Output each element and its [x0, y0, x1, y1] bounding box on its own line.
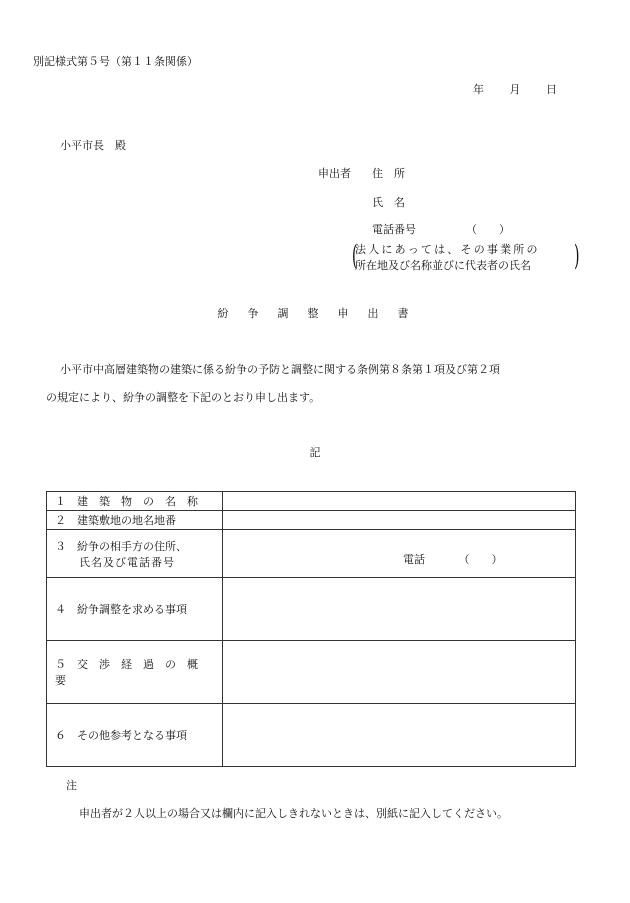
row-phone-label: 電話 [403, 553, 425, 566]
corporate-note-line1: 法人にあっては、その事業所の [355, 243, 540, 256]
row-label: ５ 交 渉 経 過 の 概 要 [47, 641, 223, 704]
date-year: 年 [473, 83, 484, 96]
details-table [46, 491, 576, 767]
table-row [47, 641, 576, 704]
row-value-field[interactable] [223, 530, 576, 578]
note-body: 申出者が２人以上の場合又は欄内に記入しきれないときは、別紙に記入してください。 [79, 807, 508, 820]
row-value-field[interactable] [223, 511, 576, 530]
ki-heading: 記 [309, 446, 321, 459]
row-label-line2: 氏名及び電話番号 [55, 555, 175, 569]
applicant-label: 申出者 [318, 167, 351, 180]
body-text-line1: 小平市中高層建築物の建築に係る紛争の予防と調整に関する条例第８条第１項及び第２項 [60, 363, 500, 376]
phone-parens: （ ） [466, 223, 510, 236]
addressee: 小平市長 殿 [60, 139, 126, 152]
row-label: ６ その他参考となる事項 [47, 704, 223, 767]
corporate-note-right-brace: ) [574, 239, 580, 272]
table-row [47, 492, 576, 511]
table-row [47, 578, 576, 641]
corporate-note-line2: 所在地及び名称並びに代表者の氏名 [355, 259, 531, 272]
address-label: 住 所 [372, 167, 405, 180]
form-number: 別記様式第５号（第１１条関係） [33, 55, 198, 68]
body-text-line2: の規定により、紛争の調整を下記のとおり申し出ます。 [46, 391, 321, 404]
document-title: 紛 争 調 整 申 出 書 [217, 307, 413, 320]
row-value-field[interactable] [223, 578, 576, 641]
name-label: 氏 名 [372, 196, 405, 209]
row-label: ２ 建築敷地の地名地番 [47, 511, 223, 530]
date-day: 日 [546, 83, 557, 96]
table-row [47, 511, 576, 530]
note-label: 注 [66, 779, 77, 792]
row-value-field[interactable] [223, 641, 576, 704]
phone-label: 電話番号 [372, 223, 416, 236]
table-row [47, 530, 576, 578]
row-value-field[interactable] [223, 704, 576, 767]
row-label [47, 530, 223, 578]
row-phone-parens: （ ） [458, 553, 503, 566]
date-line [473, 81, 557, 97]
corporate-note [355, 242, 540, 274]
row-label: １ 建 築 物 の 名 称 [47, 492, 223, 511]
table-row [47, 704, 576, 767]
row-label-line1: ３ 紛争の相手方の住所、 [55, 539, 187, 553]
row-label: ４ 紛争調整を求める事項 [47, 578, 223, 641]
corporate-note-left-brace: ( [352, 239, 358, 272]
date-month: 月 [509, 83, 521, 96]
row-value-field[interactable] [223, 492, 576, 511]
